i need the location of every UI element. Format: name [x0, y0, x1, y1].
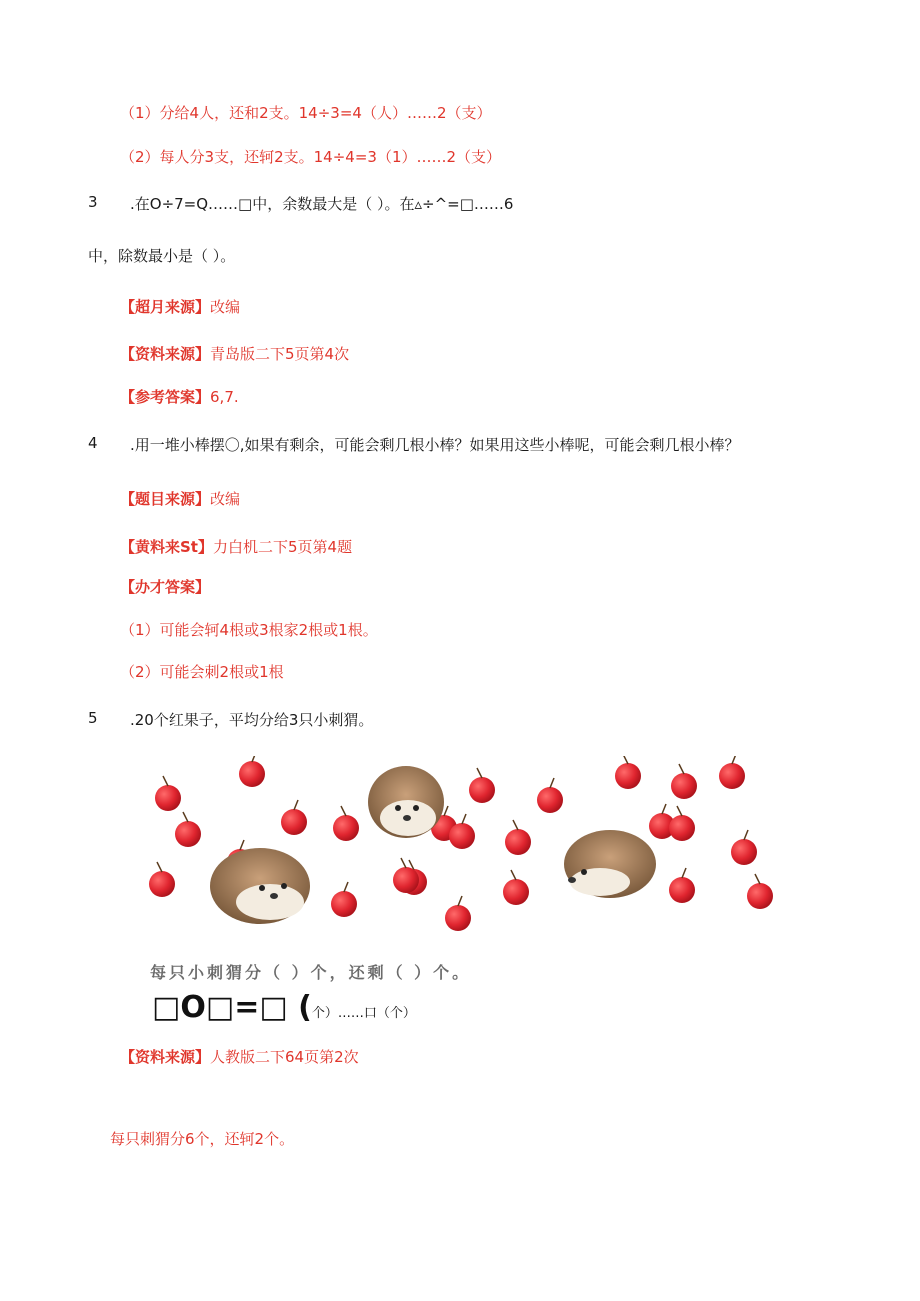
apple [615, 756, 641, 789]
question-3-text-cont: 中，除数最小是（ ）。 [88, 247, 236, 265]
source-value: 力白机二下5页第4题 [212, 538, 353, 556]
apple [281, 800, 307, 835]
division-formula [152, 990, 416, 1025]
apple [731, 830, 757, 865]
source-row [120, 488, 240, 509]
apple [669, 868, 695, 903]
answer-tag: 【参考答案】 [120, 388, 211, 406]
apple [505, 820, 531, 855]
source-value: 改编 [210, 490, 241, 508]
apple [149, 862, 175, 897]
hedgehog-2 [368, 766, 444, 838]
source-tag: 【题目来源】 [120, 490, 211, 508]
source-tag: 【超月来源】 [120, 298, 211, 316]
hedgehog-3 [564, 830, 656, 898]
hedgehog-1 [210, 848, 310, 924]
source-row [120, 343, 349, 364]
source-value: 人教版二下64页第2次 [210, 1048, 359, 1066]
apple [155, 776, 181, 811]
fill-in-prompt: 每只小刺猬分（ ）个，还剩（ ）个。 [150, 963, 472, 982]
q2-answer-2: （2）每人分3支，还轲2支。14÷4=3（1）……2（支） [120, 148, 502, 166]
source-value: 青岛版二下5页第4次 [210, 345, 350, 363]
q5-answer: 每只刺猬分6个，还轲2个。 [110, 1130, 295, 1148]
apple [669, 806, 695, 841]
question-number: 5 [88, 709, 98, 727]
formula-tail: 个）……口（个） [311, 1006, 416, 1021]
apple [537, 778, 563, 813]
apple [719, 756, 745, 789]
source-row [120, 296, 240, 317]
q4-answer-2: （2）可能会刺2根或1根 [120, 663, 284, 681]
question-number: 3 [88, 193, 98, 211]
apple [331, 882, 357, 917]
apples-hedgehogs-illustration [144, 756, 778, 936]
apple [671, 764, 697, 799]
question-5-text: .20个红果子，平均分给3只小刺猬。 [130, 711, 374, 729]
apple [469, 768, 495, 803]
source-tag: 【资料来源】 [120, 345, 211, 363]
source-value: 改编 [210, 298, 241, 316]
source-row [120, 536, 352, 557]
q4-answer-1: （1）可能会轲4根或3根家2根或1根。 [120, 621, 378, 639]
apple [747, 874, 773, 909]
apple [333, 806, 359, 841]
answer-tag: 【办才答案】 [120, 578, 211, 596]
source-tag: 【黄料来St】 [120, 538, 213, 556]
answer-row [120, 386, 239, 407]
formula-main: □O□=□ ( [152, 990, 312, 1025]
source-tag: 【资料来源】 [120, 1048, 211, 1066]
source-row [120, 1046, 359, 1067]
question-4-text: .用一堆小棒摆〇,如果有剩余，可能会剩几根小棒？如果用这些小棒呢，可能会剩几根小棒？ [130, 436, 740, 454]
answer-row [120, 576, 210, 597]
apple [393, 858, 419, 893]
answer-value: 6,7. [210, 388, 239, 406]
apple [175, 812, 201, 847]
question-number: 4 [88, 434, 98, 452]
apple [503, 870, 529, 905]
question-3-text: .在O÷7=Q……□中，余数最大是（ ）。在▵÷^=□……6 [130, 195, 514, 213]
apple [445, 896, 471, 931]
apple [239, 756, 265, 787]
q2-answer-1: （1）分给4人，还和2支。14÷3=4（人）……2（支） [120, 104, 492, 122]
